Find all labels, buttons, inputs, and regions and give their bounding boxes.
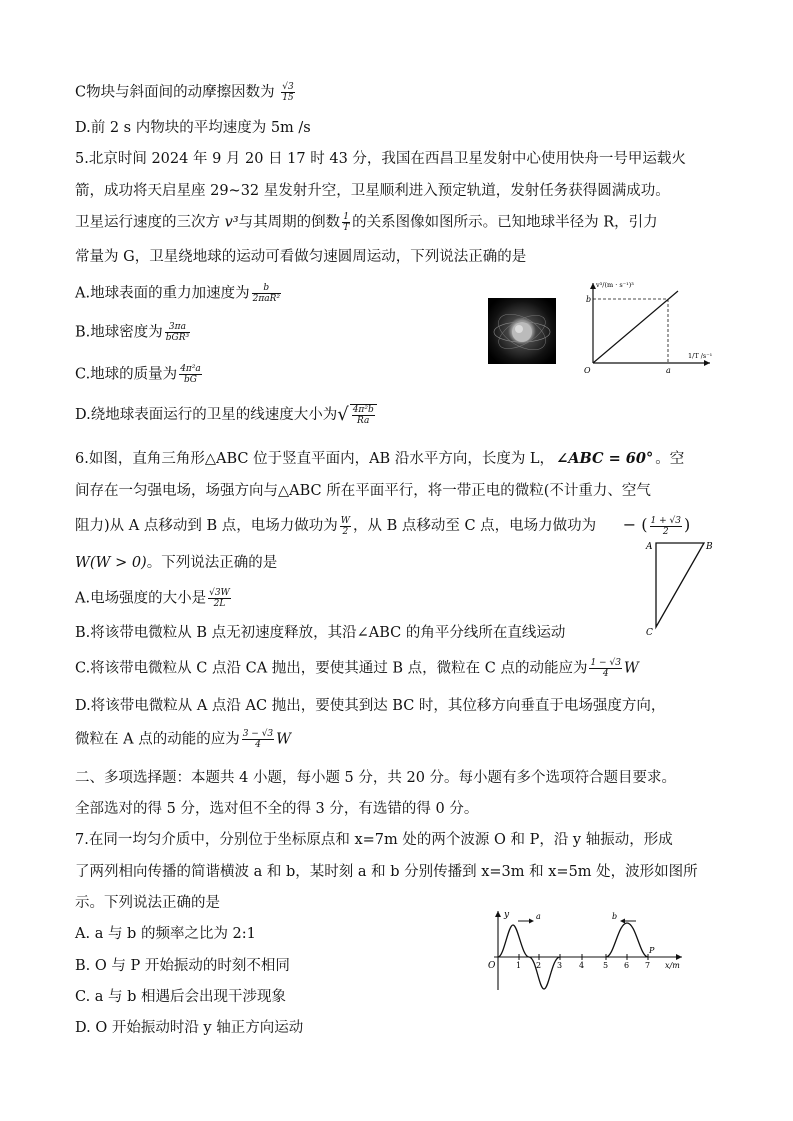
q6-option-d-line2: 微粒在 A 点的动能的应为 $\frac{3 - √3}{4}$ W	[75, 729, 292, 750]
fraction: $\frac{√3}{15}$	[282, 82, 294, 103]
q6-line2: 间存在一匀强电场，场强方向与△ABC 所在平面平行，将一带正电的微粒(不计重力、空气	[75, 483, 651, 499]
q6-option-b: B.将该带电微粒从 B 点无初速度释放，其沿∠ABC 的角平分线所在直线运动	[75, 625, 566, 641]
q5-line3: 卫星运行速度的三次方 v³与其周期的倒数 $\frac{1}{T}$ 的关系图像如图所示。已知地球半径为 R，引力	[75, 212, 658, 233]
q5-option-b: B.地球密度为 $\frac{3\pi a}{\text{bGR³}}$	[75, 322, 190, 343]
tick-2: 2	[536, 961, 542, 970]
tick-1: 1	[516, 961, 522, 970]
q5-line4: 常量为 G，卫星绕地球的运动可看做匀速圆周运动，下列说法正确的是	[75, 249, 527, 265]
option-text: C物块与斜面间的动摩擦因数为	[75, 84, 275, 101]
q6-option-d-line1: D.将该带电微粒从 A 点沿 AC 抛出，要使其到达 BC 时，其位移方向垂直于电场强度方向，	[75, 698, 666, 714]
option-c-prev	[75, 82, 297, 103]
q5-option-a: A.地球表面的重力加速度为 $\frac{b}{\text{2πaR²}}$	[75, 283, 280, 304]
triangle-abc-diagram	[640, 533, 720, 643]
q7-line1: 7.在同一均匀介质中，分别位于坐标原点和 x=7m 处的两个波源 O 和 P，沿 y 轴振动，形成	[75, 832, 673, 848]
q5-line2: 箭，成功将天启星座 29~32 星发射升空，卫星顺利进入预定轨道，发射任务获得圆满成功。	[75, 183, 670, 199]
option-d-prev: D.前 2 s 内物块的平均速度为 5m /s	[75, 120, 311, 136]
q7-line3: 示。下列说法正确的是	[75, 895, 220, 911]
q6-option-a: A.电场强度的大小是 $\frac{√3W}{2L}$	[75, 588, 230, 609]
q7-option-d: D. O 开始振动时沿 y 轴正方向运动	[75, 1020, 304, 1036]
vertex-c: C	[646, 628, 653, 638]
a-label: a	[666, 366, 671, 375]
q6-option-c: C.将该带电微粒从 C 点沿 CA 抛出，要使其通过 B 点，微粒在 C 点的动能应为 $\frac{1 - √3}{4}$ W	[75, 658, 639, 679]
origin-label: O	[584, 366, 591, 375]
q6-line1: 6.如图，直角三角形△ABC 位于竖直平面内，AB 沿水平方向，长度为 L， ∠ABC = 60° 。空	[75, 450, 685, 467]
tick-5: 5	[603, 961, 609, 970]
q7-option-c: C. a 与 b 相遇后会出现干涉现象	[75, 989, 287, 1005]
tick-6: 6	[624, 961, 630, 970]
section2-line1: 二、多项选择题：本题共 4 小题，每小题 5 分，共 20 分。每小题有多个选项符合题目要求。	[75, 770, 677, 786]
x-axis-label: x/m	[665, 961, 680, 970]
wave-a-label: a	[536, 912, 541, 921]
wave-b-label: b	[612, 912, 618, 921]
q6-line3: 阻力)从 A 点移动到 B 点，电场力做功为 $\frac{W}{2}$ ，从 B 点移动至 C 点，电场力做功为 − ( $\frac{1 + √3}{2}$ )	[75, 515, 691, 537]
y-axis-label: y	[504, 910, 510, 920]
b-label: b	[586, 295, 592, 304]
v3-vs-1overT-graph	[580, 278, 720, 378]
tick-7: 7	[645, 961, 651, 970]
section2-line2: 全部选对的得 5 分，选对但不全的得 3 分，有选错的得 0 分。	[75, 801, 479, 817]
arrow-right-icon	[529, 919, 534, 924]
tick-4: 4	[579, 961, 585, 970]
wave-diagram	[482, 905, 692, 995]
x-axis-label: 1/T /s⁻¹	[688, 352, 713, 360]
vertex-a: A	[646, 542, 653, 552]
q5-option-d: D.绕地球表面运行的卫星的线速度大小为√ $\frac{\text{4π²b}}{Ra}$	[75, 404, 379, 426]
q6-line4: W(W > 0)。下列说法正确的是	[75, 555, 278, 571]
q7-option-a: A. a 与 b 的频率之比为 2:1	[75, 926, 256, 942]
p-label: P	[649, 946, 655, 955]
y-axis-label: v³/(m · s⁻¹)³	[596, 281, 634, 289]
q7-option-b: B. O 与 P 开始振动的时刻不相同	[75, 958, 290, 974]
q7-line2: 了两列相向传播的简谐横波 a 和 b，某时刻 a 和 b 分别传播到 x=3m 和 x=5m 处，波形如图所	[75, 864, 698, 880]
arrow-left-icon	[620, 919, 625, 924]
vertex-b: B	[706, 542, 713, 552]
q5-line1: 5.北京时间 2024 年 9 月 20 日 17 时 43 分，我国在西昌卫星发射中心使用快舟一号甲运载火	[75, 151, 686, 167]
tick-3: 3	[557, 961, 563, 970]
earth-satellite-image	[488, 298, 556, 364]
q5-option-c: C.地球的质量为 $\frac{\text{4π²a}}{bG}$	[75, 364, 201, 385]
origin-label: O	[488, 961, 496, 971]
